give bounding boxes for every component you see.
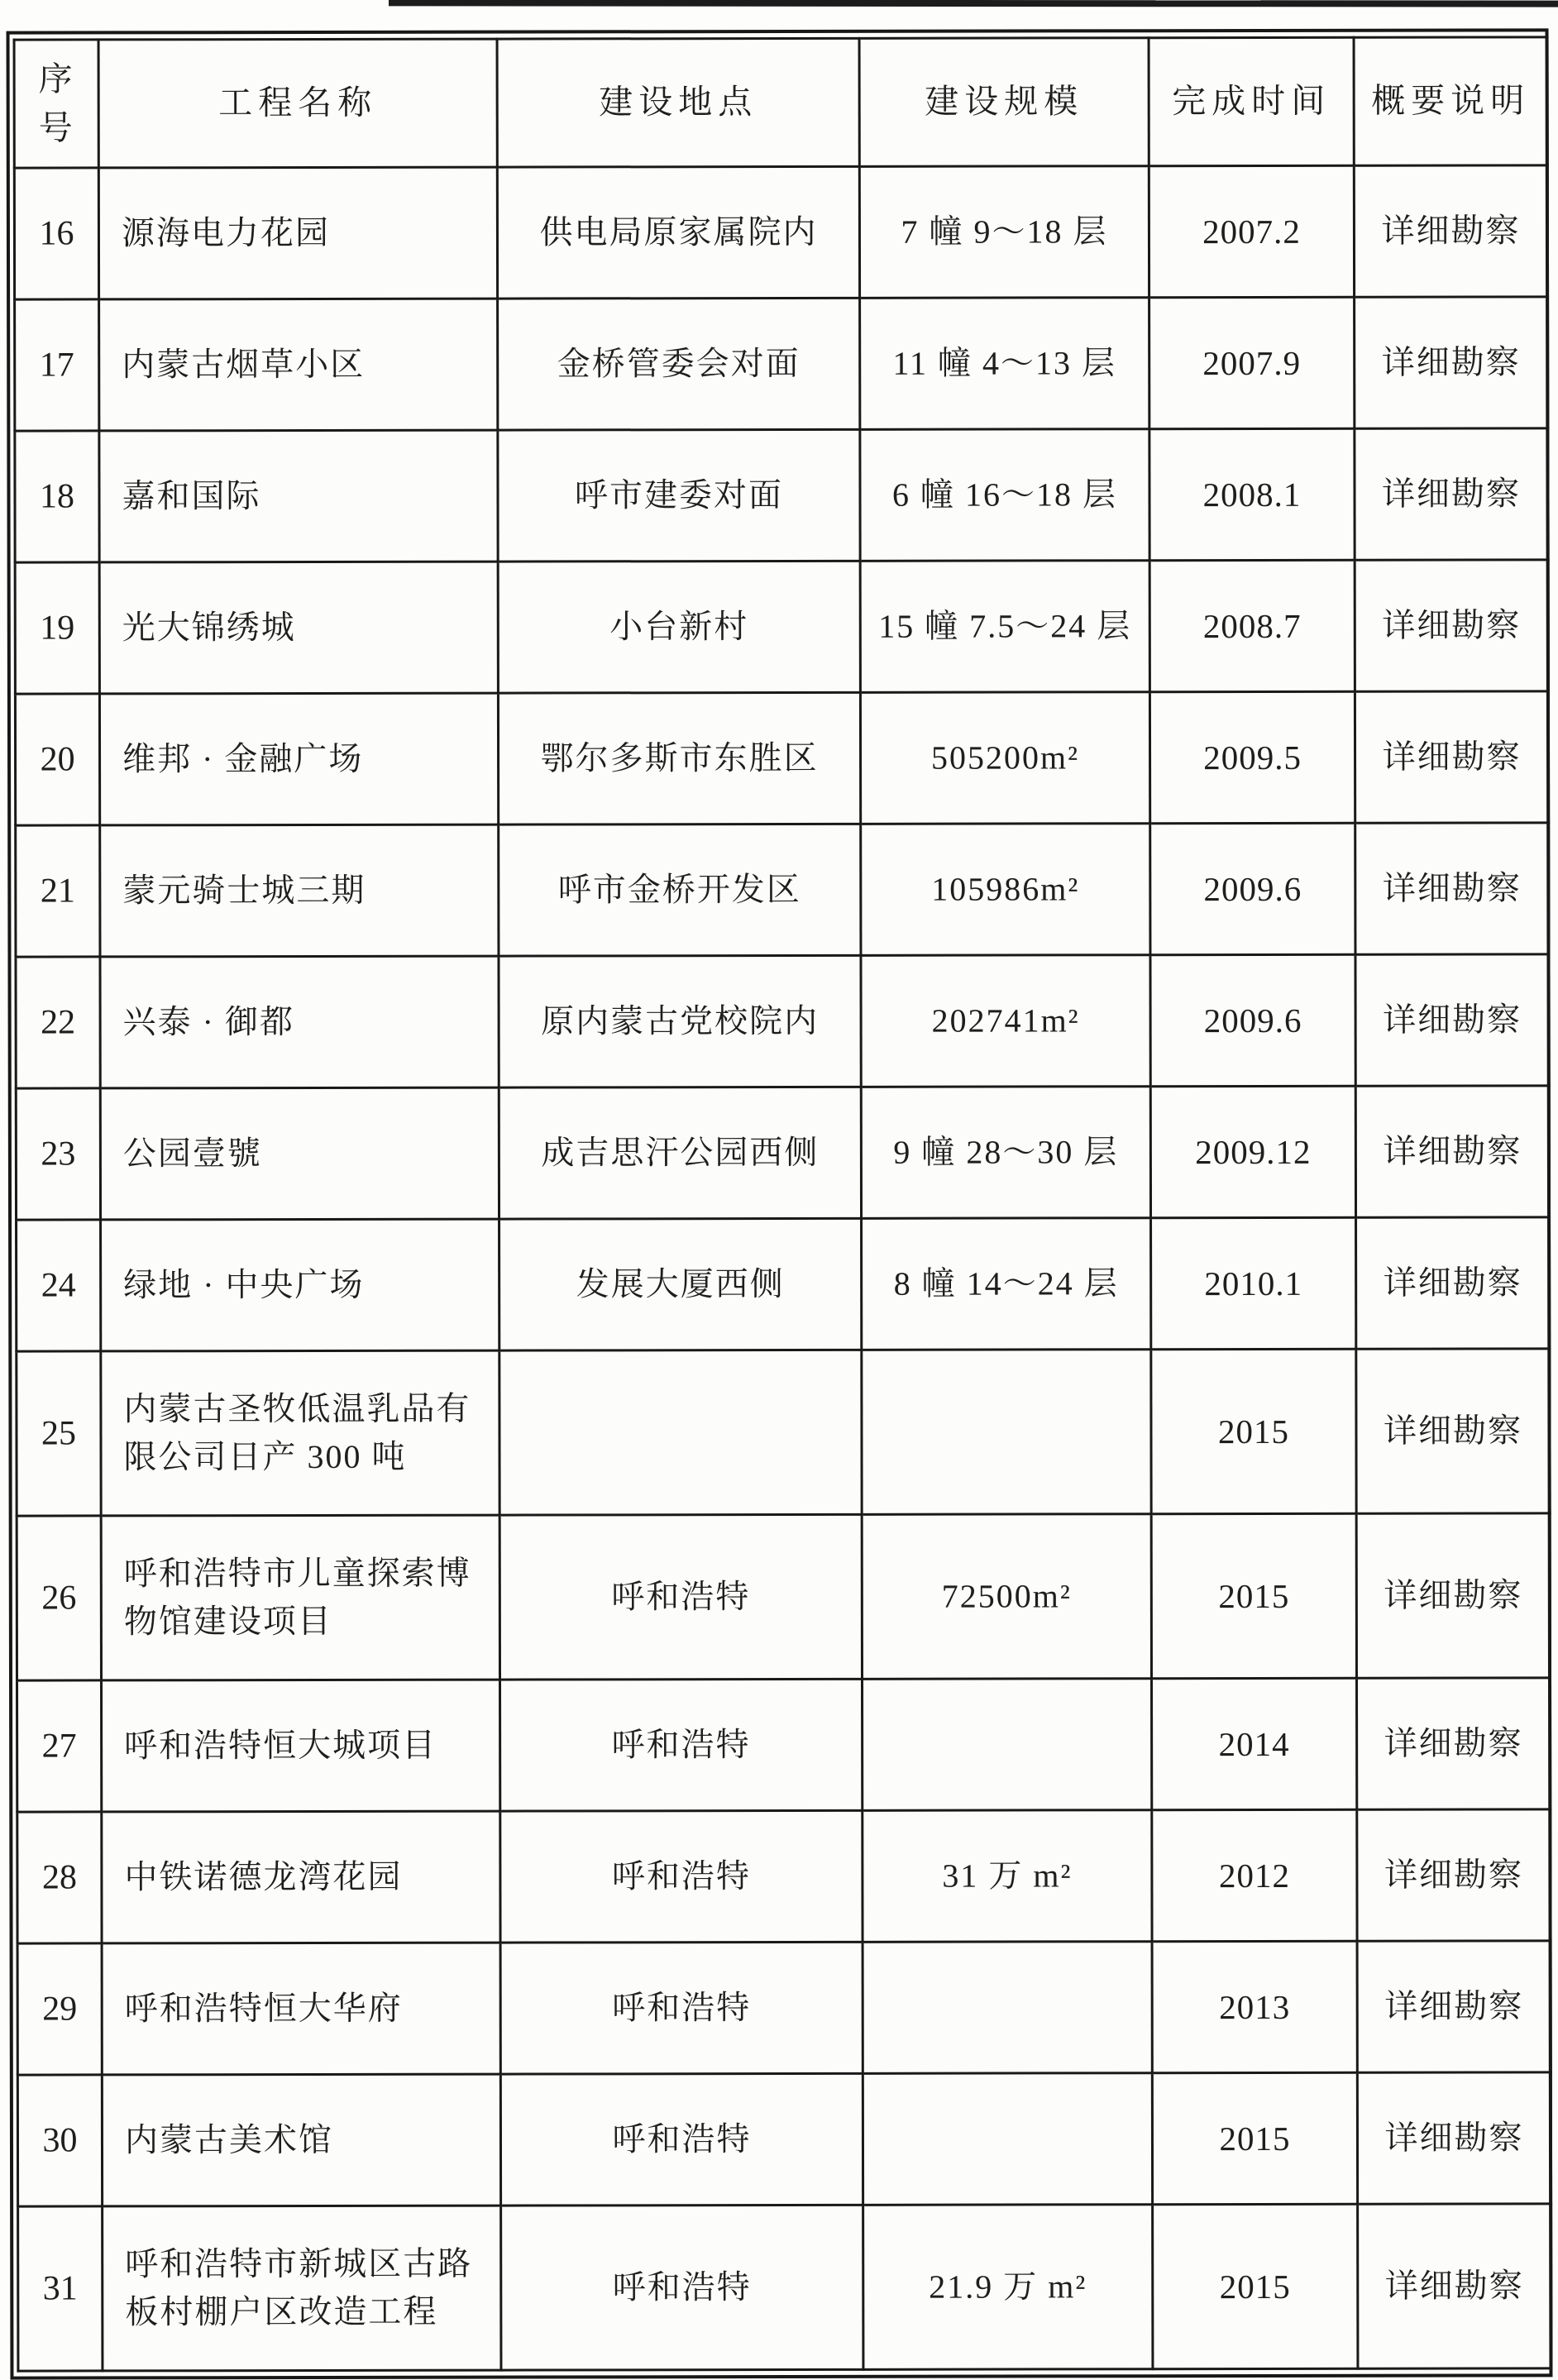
project-location: 呼和浩特 xyxy=(500,1679,863,1811)
completion-time: 2008.7 xyxy=(1149,560,1355,691)
project-name: 内蒙古美术馆 xyxy=(102,2074,500,2206)
project-location: 成吉思汗公园西侧 xyxy=(499,1087,861,1219)
table-row xyxy=(15,297,1548,431)
summary-note: 详细勘察 xyxy=(1356,1217,1550,1349)
project-no: 29 xyxy=(17,1943,102,2075)
project-scale: 6 幢 16～18 层 xyxy=(860,429,1149,562)
project-scale: 8 幢 14～24 层 xyxy=(862,1218,1151,1350)
project-no: 17 xyxy=(15,299,99,431)
project-no: 26 xyxy=(17,1516,101,1680)
summary-note: 详细勘察 xyxy=(1358,2204,1551,2368)
table-row xyxy=(16,954,1549,1088)
projects-table xyxy=(13,36,1553,2372)
summary-note: 详细勘察 xyxy=(1357,2072,1551,2204)
col-header-summary: 概要说明 xyxy=(1354,37,1547,165)
completion-time: 2015 xyxy=(1151,1513,1356,1678)
table-row xyxy=(17,1217,1550,1351)
project-scale: 11 幢 4～13 层 xyxy=(860,298,1149,430)
projects-table-sheet xyxy=(7,28,1553,2379)
project-scale: 72500m² xyxy=(862,1514,1151,1680)
project-no: 23 xyxy=(16,1088,100,1220)
project-no: 27 xyxy=(17,1680,102,1812)
table-row xyxy=(18,2204,1551,2371)
project-location: 呼市建委对面 xyxy=(498,429,860,562)
table-row xyxy=(15,691,1548,825)
project-scale: 202741m² xyxy=(861,955,1150,1087)
project-location: 供电局原家属院内 xyxy=(497,166,859,299)
project-no: 19 xyxy=(15,562,99,694)
table-row xyxy=(17,1349,1550,1516)
col-header-project-name: 工程名称 xyxy=(98,39,497,168)
table-row xyxy=(17,1809,1551,1943)
completion-time: 2007.2 xyxy=(1149,165,1354,297)
table-row xyxy=(17,2072,1551,2206)
completion-time: 2015 xyxy=(1152,2072,1357,2204)
summary-note: 详细勘察 xyxy=(1354,165,1547,297)
project-location: 发展大厦西侧 xyxy=(499,1218,862,1350)
project-no: 20 xyxy=(15,694,99,825)
project-scale: 7 幢 9～18 层 xyxy=(859,166,1149,299)
table-row xyxy=(14,165,1547,299)
summary-note: 详细勘察 xyxy=(1355,823,1549,954)
col-header-completion-time: 完成时间 xyxy=(1149,37,1354,165)
project-name: 绿地 · 中央广场 xyxy=(101,1219,499,1351)
table-row xyxy=(17,1678,1551,1812)
project-no: 31 xyxy=(18,2206,103,2371)
project-scale: 505200m² xyxy=(860,692,1149,824)
project-location: 呼和浩特 xyxy=(500,1942,863,2074)
completion-time: 2009.5 xyxy=(1149,691,1355,823)
completion-time: 2015 xyxy=(1153,2204,1358,2368)
table-row xyxy=(16,1086,1549,1220)
completion-time: 2007.9 xyxy=(1149,297,1355,428)
table-row xyxy=(17,1941,1551,2075)
col-header-location: 建设地点 xyxy=(497,38,859,167)
table-row xyxy=(17,1513,1550,1680)
project-scale: 21.9 万 m² xyxy=(863,2205,1153,2370)
project-name: 内蒙古烟草小区 xyxy=(99,299,498,431)
project-scale xyxy=(863,1679,1152,1811)
project-scale: 105986m² xyxy=(861,824,1150,956)
project-name: 源海电力花园 xyxy=(98,167,497,299)
project-location: 原内蒙古党校院内 xyxy=(499,955,861,1087)
summary-note: 详细勘察 xyxy=(1355,954,1549,1086)
project-name: 呼和浩特市儿童探索博物馆建设项目 xyxy=(101,1515,499,1680)
project-no: 18 xyxy=(15,431,99,562)
completion-time: 2009.6 xyxy=(1150,823,1355,954)
project-name: 兴泰 · 御都 xyxy=(100,956,499,1088)
completion-time: 2009.12 xyxy=(1150,1086,1355,1217)
header-row xyxy=(14,37,1547,168)
table-row xyxy=(16,823,1549,957)
project-scale: 31 万 m² xyxy=(863,1810,1152,1943)
summary-note: 详细勘察 xyxy=(1357,1678,1551,1809)
completion-time: 2014 xyxy=(1152,1678,1357,1809)
project-location xyxy=(499,1350,862,1515)
project-name: 呼和浩特恒大城项目 xyxy=(102,1680,500,1812)
summary-note: 详细勘察 xyxy=(1355,297,1548,428)
scan-artifact-top-bar xyxy=(389,0,1558,7)
completion-time: 2009.6 xyxy=(1150,954,1355,1086)
project-location: 呼和浩特 xyxy=(499,1514,862,1680)
summary-note: 详细勘察 xyxy=(1355,1086,1549,1217)
project-name: 中铁诺德龙湾花园 xyxy=(102,1811,500,1943)
project-no: 16 xyxy=(14,168,98,299)
project-name: 蒙元骑士城三期 xyxy=(100,824,499,957)
project-scale xyxy=(862,1350,1151,1515)
project-no: 25 xyxy=(17,1351,101,1516)
project-name: 光大锦绣城 xyxy=(99,562,498,694)
project-location: 呼和浩特 xyxy=(500,2073,863,2206)
project-location: 呼和浩特 xyxy=(501,2205,863,2370)
summary-note: 详细勘察 xyxy=(1357,1941,1551,2072)
completion-time: 2012 xyxy=(1152,1809,1357,1941)
col-header-scale: 建设规模 xyxy=(859,38,1149,167)
project-scale xyxy=(863,1942,1152,2074)
summary-note: 详细勘察 xyxy=(1355,560,1548,691)
project-name: 内蒙古圣牧低温乳品有限公司日产 300 吨 xyxy=(101,1350,499,1516)
completion-time: 2008.1 xyxy=(1149,428,1355,560)
project-scale: 9 幢 28～30 层 xyxy=(861,1087,1150,1219)
project-no: 30 xyxy=(17,2075,102,2206)
project-location: 呼市金桥开发区 xyxy=(499,824,861,956)
project-no: 21 xyxy=(16,825,100,957)
project-name: 呼和浩特恒大华府 xyxy=(102,1943,500,2075)
project-location: 金桥管委会对面 xyxy=(498,298,860,430)
project-name: 呼和浩特市新城区古路板村棚户区改造工程 xyxy=(103,2206,501,2371)
summary-note: 详细勘察 xyxy=(1355,691,1548,823)
project-name: 嘉和国际 xyxy=(99,430,498,562)
summary-note: 详细勘察 xyxy=(1355,428,1548,560)
summary-note: 详细勘察 xyxy=(1357,1809,1551,1941)
project-name: 维邦 · 金融广场 xyxy=(99,693,498,825)
completion-time: 2010.1 xyxy=(1151,1217,1356,1349)
project-location: 鄂尔多斯市东胜区 xyxy=(498,692,860,824)
project-location: 呼和浩特 xyxy=(500,1810,863,1943)
project-no: 28 xyxy=(17,1812,102,1943)
project-no: 22 xyxy=(16,957,100,1088)
project-scale: 15 幢 7.5～24 层 xyxy=(860,561,1149,693)
completion-time: 2013 xyxy=(1152,1941,1357,2072)
summary-note: 详细勘察 xyxy=(1356,1513,1550,1678)
project-location: 小台新村 xyxy=(498,561,860,693)
table-row xyxy=(15,428,1548,562)
table-row xyxy=(15,560,1548,694)
project-scale xyxy=(863,2073,1152,2206)
col-header-seq-no: 序号 xyxy=(14,40,98,168)
completion-time: 2015 xyxy=(1151,1349,1356,1513)
project-no: 24 xyxy=(17,1220,101,1351)
summary-note: 详细勘察 xyxy=(1356,1349,1550,1513)
project-name: 公园壹號 xyxy=(100,1087,499,1220)
